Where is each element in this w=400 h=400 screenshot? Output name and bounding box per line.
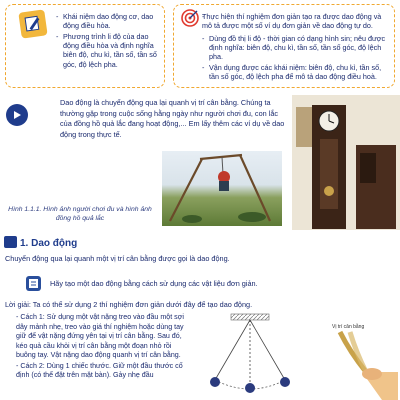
target-icon [181, 9, 199, 27]
objective-item: - Vận dụng được các khái niệm: biên độ, chu kì, tần số, tần số góc, độ lệch pha để mô tả dao động điều hoà. [202, 63, 386, 82]
play-icon[interactable] [6, 104, 28, 126]
objective-item: - Khái niệm dao động cơ, dao động điều hòa. [56, 12, 158, 31]
objective-item: - Phương trình li độ của dao động điều hòa và định nghĩa biên độ, chu kì, tần số, tần số góc, độ lệch pha. [56, 32, 158, 69]
pendulum-diagram [193, 312, 305, 400]
list-item: - Cách 2: Dùng 1 chiếc thước. Giữ một đầu thước cố định (có thể đặt trên mặt bàn). Gảy nhẹ đầu [16, 361, 183, 380]
swing-photo [162, 151, 282, 226]
solution-intro: Lời giải: Ta có thể sử dụng 2 thí nghiệm đơn giản dưới đây để tạo dao động. [5, 300, 253, 309]
task-icon [26, 276, 41, 291]
figure-caption: Hình 1.1.1. Hình ảnh người chơi đu và hình ảnh đồng hồ quả lắc [8, 206, 152, 223]
ruler-diagram [310, 312, 398, 400]
objective-item: - Dùng đồ thị li độ - thời gian có dạng hình sin; nêu được định nghĩa: biên độ, chu kì, tần số, tần số góc, độ lệch pha. [202, 34, 386, 62]
pencil-icon [18, 9, 47, 38]
list-item: - Cách 1: Sử dụng một vật nặng treo vào đầu một sợi dây mảnh nhẹ, treo vào giá thí nghiệm hoặc dùng tay giữ để vật nặng đứng yên tại vị trí cân bằng. Sau đó, kéo quả cầu khỏi vị trí cân bằng một đoạn nhỏ rồi buông tay. Vật nặng dao động quanh vị trí cân bằng. [16, 313, 184, 360]
methods-list [16, 313, 188, 382]
book-icon [4, 236, 17, 248]
intro-paragraph: Dao động là chuyển động qua lại quanh vị trí cân bằng. Chúng ta thường gặp trong cuộc sống hằng ngày như người chơi đu, con lắc của đồng hồ quả lắc đang hoạt động,... Em lấy thêm các ví dụ về dao động trong thực tế. [60, 98, 285, 139]
definition-text: Chuyển động qua lại quanh một vị trí cân bằng được gọi là dao động. [5, 254, 230, 263]
section-heading: 1. Dao động [20, 238, 78, 249]
task-text: Hãy tạo một dao động bằng cách sử dụng các vật liệu đơn giản. [50, 279, 258, 288]
pendulum-clock-photo [292, 95, 400, 230]
objective-intro: - Thực hiện thí nghiệm đơn giản tạo ra được dao động và mô tả được một số ví dụ đơn giản về dao động tự do. [202, 12, 386, 31]
ruler-label: Vị trí cân bằng [332, 324, 365, 330]
objectives-skills-box [173, 4, 395, 88]
